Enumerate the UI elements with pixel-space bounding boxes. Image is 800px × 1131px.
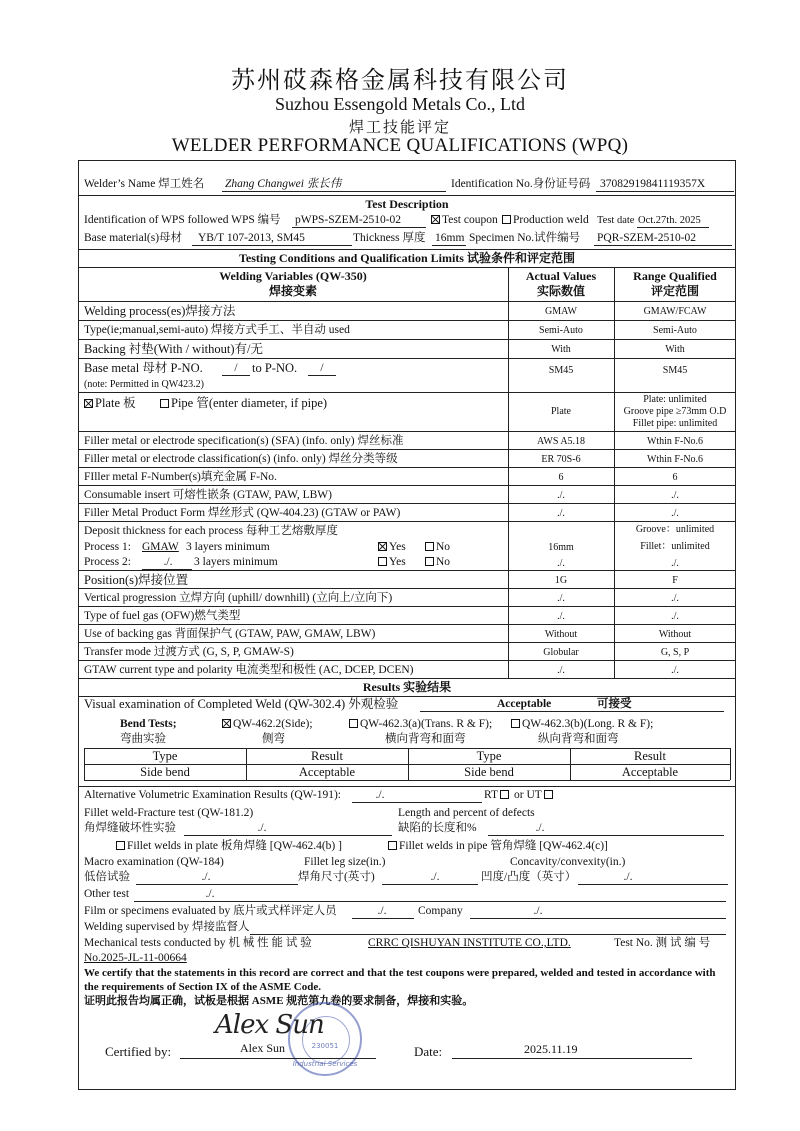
row-type-label: Type(ie;manual,semi-auto) 焊接方式手工、半自动 used (84, 324, 350, 336)
id-label: Identification No.身份证号码 (451, 178, 591, 190)
row-deposit-range: Groove：unlimited (635, 524, 715, 535)
row-backing-range: With (665, 344, 685, 355)
unchecked-box-icon (116, 841, 125, 850)
row-product-form-label: Filler Metal Product Form 焊丝形式 (QW-404.23) (GTAW or PAW) (84, 507, 401, 519)
defects-length-value: ./. (535, 822, 545, 834)
row-classification-label: Filler metal or electrode classification(s) (info. only) 焊丝分类等级 (84, 453, 398, 465)
results-heading: Results 实验结果 (362, 680, 452, 694)
row-plate-actual: Plate (551, 406, 571, 417)
certification-statement-cn: 证明此报告均属正确，试板是根据 ASME 规范第九卷的要求制备，焊接和实验。 (84, 995, 474, 1007)
welder-name-value: Zhang Changwei 张长伟 (225, 178, 342, 190)
mech-tests-value: CRRC QISHUYAN INSTITUTE CO.,LTD. (368, 937, 571, 949)
row-base-metal-note: (note: Permitted in QW423.2) (84, 379, 204, 390)
row-welding-process-range: GMAW/FCAW (643, 306, 707, 317)
bend-long-checkbox[interactable]: QW-462.3(b)(Long. R & F); (511, 718, 653, 731)
form-frame (78, 160, 736, 1090)
bend-tests-label-cn: 弯曲实验 (120, 733, 166, 745)
certified-by-label: Certified by: (105, 1044, 172, 1059)
id-value: 37082919841119357X (600, 178, 706, 190)
bend-row2-result: Acceptable (621, 765, 679, 779)
process-1-yes-checkbox[interactable]: Yes (378, 541, 406, 554)
bend-side-cn: 侧弯 (262, 733, 285, 745)
row-backing-label: Backing 衬垫(With / without)有/无 (84, 342, 263, 356)
row-product-form-range: ./. (671, 508, 679, 519)
test-date-label: Test date (597, 215, 635, 226)
row-vertical-actual: ./. (557, 593, 565, 604)
specimen-value: PQR-SZEM-2510-02 (597, 232, 697, 244)
row-transfer-label: Transfer mode 过渡方式 (G, S, P, GMAW-S) (84, 646, 294, 658)
supervised-label: Welding supervised by 焊接监督人 (84, 921, 250, 933)
row-position-range: F (672, 575, 678, 586)
wps-label: Identification of WPS followed WPS 编号 (84, 214, 281, 226)
unchecked-box-icon (544, 790, 553, 799)
thickness-value: 16mm (435, 232, 465, 244)
row-deposit-label: Deposit thickness for each process 每种工艺熔敷厚度 (84, 525, 338, 537)
row-base-metal-label: Base metal 母材 P-NO. (84, 361, 203, 375)
base-material-value: YB/T 107-2013, SM45 (198, 232, 305, 244)
base-material-label: Base material(s)母材 (84, 232, 183, 244)
macro-exam-en: Macro examination (QW-184) (84, 856, 224, 868)
row-insert-label: Consumable insert 可熔性嵌条 (GTAW, PAW, LBW) (84, 489, 332, 501)
concavity-en: Concavity/convexity(in.) (510, 856, 626, 868)
bend-side-checkbox[interactable]: QW-462.2(Side); (222, 718, 313, 731)
unchecked-box-icon (500, 790, 509, 799)
bend-trans-checkbox[interactable]: QW-462.3(a)(Trans. R & F); (349, 718, 492, 731)
row-backing-gas-label: Use of backing gas 背面保护气 (GTAW, PAW, GMAW, LBW) (84, 628, 376, 640)
bend-row1-result: Acceptable (298, 765, 356, 779)
leg-size-value: ./. (430, 871, 440, 883)
other-test-value: ./. (205, 888, 215, 900)
row-insert-actual: ./. (557, 490, 565, 501)
company-name-cn: 苏州砹森格金属科技有限公司 (231, 68, 569, 94)
bend-long-cn: 纵向背弯和面弯 (538, 733, 619, 745)
handwritten-signature: Alex Sun (215, 1010, 324, 1040)
row-base-metal-actual: SM45 (548, 365, 574, 376)
checked-box-icon (222, 719, 231, 728)
unchecked-box-icon (425, 542, 434, 551)
row-transfer-actual: Globular (543, 647, 579, 658)
unchecked-box-icon (511, 719, 520, 728)
row-deposit-range-2: Fillet：unlimited (640, 541, 710, 552)
row-backing-actual: With (551, 344, 571, 355)
defects-length-cn: 缺陷的长度和% (398, 822, 477, 834)
defects-length-en: Length and percent of defects (398, 807, 535, 819)
bend-table-header-result-2: Result (634, 749, 666, 763)
process-1-no-checkbox[interactable]: No (425, 541, 450, 554)
macro-exam-cn: 低倍试验 (84, 871, 130, 883)
fillet-fracture-cn: 角焊缝破坏性实验 (84, 822, 176, 834)
certified-by-value: Alex Sun (240, 1041, 285, 1055)
row-welding-process-actual: GMAW (545, 306, 577, 317)
unchecked-box-icon (349, 719, 358, 728)
row-f-number-actual: 6 (558, 472, 564, 483)
other-test-label: Other test (84, 888, 130, 900)
row-sfa-range: Wthin F-No.6 (646, 436, 704, 447)
row-deposit-range-3: ./. (671, 558, 679, 569)
col-actual-cn: 实际数值 (536, 284, 585, 298)
concavity-value: ./. (623, 871, 633, 883)
row-fuel-gas-actual: ./. (557, 611, 565, 622)
row-vertical-label: Vertical progression 立焊方向 (uphill/ downhill) (立向上/立向下) (84, 592, 393, 604)
fillet-plate-checkbox[interactable]: Fillet welds in plate 板角焊缝 [QW-462.4(b) ] (116, 840, 342, 853)
unchecked-box-icon (425, 557, 434, 566)
bend-table-header-type-2: Type (476, 749, 502, 763)
col-range-cn: 评定范围 (650, 284, 699, 298)
col-variables-cn: 焊接变素 (268, 284, 317, 298)
mech-tests-label: Mechanical tests conducted by 机 械 性 能 试 验 (84, 937, 312, 949)
fillet-pipe-checkbox[interactable]: Fillet welds in pipe 管角焊缝 [QW-462.4(c)] (388, 840, 608, 853)
date-value: 2025.11.19 (524, 1042, 578, 1056)
row-fuel-gas-range: ./. (671, 611, 679, 622)
row-plate-range: Plate: unlimited (643, 394, 707, 405)
row-f-number-label: FIller metal F-Number(s)填充金属 F-No. (84, 471, 277, 483)
row-fuel-gas-label: Type of fuel gas (OFW)燃气类型 (84, 610, 241, 622)
test-date-value: Oct.27th. 2025 (638, 215, 701, 226)
unchecked-box-icon (378, 557, 387, 566)
bend-trans-cn: 横向背弯和面弯 (385, 733, 466, 745)
leg-size-cn: 焊角尺寸(英寸) (298, 871, 375, 883)
row-deposit-actual-2: ./. (557, 558, 565, 569)
process-2-suffix: 3 layers minimum (194, 556, 278, 568)
company-value: ./. (533, 905, 543, 917)
row-classification-actual: ER 70S-6 (541, 454, 581, 465)
test-coupon-checkbox[interactable]: Test coupon (431, 214, 498, 227)
bend-tests-label: Bend Tests; (120, 718, 177, 730)
bend-table-header-type-1: Type (152, 749, 178, 763)
row-f-number-range: 6 (672, 472, 678, 483)
row-gtaw-actual: ./. (557, 665, 565, 676)
row-base-metal-pno2: / (320, 362, 324, 374)
row-sfa-actual: AWS A5.18 (536, 436, 586, 447)
visual-exam-value: Acceptable (497, 698, 552, 710)
volumetric-value: ./. (375, 789, 385, 801)
row-sfa-label: Filler metal or electrode specification(s) (SFA) (info. only) 焊丝标准 (84, 435, 404, 447)
row-base-metal-label-b: to P-NO. (252, 361, 298, 375)
process-2-no-checkbox[interactable]: No (425, 556, 450, 569)
bend-table-header-result-1: Result (311, 749, 343, 763)
unchecked-box-icon (502, 215, 511, 224)
row-gtaw-range: ./. (671, 665, 679, 676)
plate-checkbox[interactable]: Plate 板 (84, 397, 136, 410)
thickness-label: Thickness 厚度 (353, 232, 426, 244)
test-no-value: No.2025-JL-11-00664 (84, 952, 187, 964)
film-evaluated-label: Film or specimens evaluated by 底片或式样评定人员 (84, 905, 337, 917)
company-name-en: Suzhou Essengold Metals Co., Ltd (275, 94, 525, 114)
test-description-heading: Test Description (365, 197, 449, 211)
leg-size-en: Fillet leg size(in.) (304, 856, 386, 868)
row-base-metal-range: SM45 (662, 365, 688, 376)
row-type-range: Semi-Auto (653, 325, 697, 336)
volumetric-label: Alternative Volumetric Examination Results (QW-191): (84, 789, 341, 801)
row-gtaw-label: GTAW current type and polarity 电流类型和极性 (AC, DCEP, DCEN) (84, 664, 414, 676)
row-insert-range: ./. (671, 490, 679, 501)
certification-statement-en: We certify that the statements in this record are correct and that the test coupons were prepared, welded and tested in accordance with the requirements of Section IX of the ASME Code. (84, 967, 716, 993)
row-backing-gas-range: Without (658, 629, 692, 640)
production-weld-checkbox[interactable]: Production weld (502, 214, 589, 227)
row-backing-gas-actual: Without (544, 629, 578, 640)
checked-box-icon (431, 215, 440, 224)
row-plate-range-3: Fillet pipe: unlimited (632, 418, 718, 429)
visual-exam-cn: 可接受 (597, 698, 632, 710)
film-evaluated-value: ./. (377, 905, 387, 917)
wps-value: pWPS-SZEM-2510-02 (295, 214, 402, 226)
bend-row2-type: Side bend (464, 765, 514, 779)
process-2-yes-checkbox[interactable]: Yes (378, 556, 406, 569)
bend-row1-type: Side bend (140, 765, 190, 779)
row-base-metal-pno1: / (234, 362, 238, 374)
conditions-heading: Testing Conditions and Qualification Limits 试验条件和评定范围 (239, 251, 575, 265)
page-title: WELDER PERFORMANCE QUALIFICATIONS (WPQ) (171, 135, 629, 156)
col-actual-en: Actual Values (525, 269, 597, 283)
company-seal-stamp: 230051 Industrial Services (288, 1002, 362, 1076)
rt-checkbox[interactable]: RT (484, 789, 511, 802)
pipe-checkbox[interactable]: Pipe 管(enter diameter, if pipe) (160, 397, 327, 410)
unchecked-box-icon (388, 841, 397, 850)
unchecked-box-icon (160, 399, 169, 408)
col-range-en: Range Qualified (633, 269, 717, 283)
visual-exam-label: Visual examination of Completed Weld (QW-302.4) 外观检验 (84, 697, 399, 711)
col-variables-en: Welding Variables (QW-350) (219, 269, 367, 283)
subtitle-cn: 焊工技能评定 (348, 120, 451, 136)
company-label: Company (418, 905, 463, 917)
row-deposit-actual: 16mm (548, 542, 574, 553)
fillet-fracture-en: Fillet weld-Fracture test (QW-181.2) (84, 807, 254, 819)
row-type-actual: Semi-Auto (539, 325, 583, 336)
date-label: Date: (414, 1044, 443, 1059)
process-1-value: GMAW (142, 541, 179, 553)
ut-checkbox[interactable]: or UT (514, 789, 555, 802)
row-position-actual: 1G (554, 575, 568, 586)
checked-box-icon (84, 399, 93, 408)
fillet-fracture-value: ./. (257, 822, 267, 834)
process-2-value: ./. (163, 556, 173, 568)
process-1-label: Process 1: (84, 541, 131, 553)
test-no-label: Test No. 测 试 编 号 (614, 937, 711, 949)
process-2-label: Process 2: (84, 556, 131, 568)
welder-name-label: Welder’s Name 焊工姓名 (84, 178, 205, 190)
row-product-form-actual: ./. (557, 508, 565, 519)
specimen-label: Specimen No.试件编号 (469, 232, 581, 244)
row-vertical-range: ./. (671, 593, 679, 604)
process-1-suffix: 3 layers minimum (186, 541, 270, 553)
row-welding-process-label: Welding process(es)焊接方法 (84, 304, 236, 318)
checked-box-icon (378, 542, 387, 551)
macro-exam-value: ./. (201, 871, 211, 883)
concavity-cn: 凹度/凸度（英寸） (481, 871, 577, 883)
row-classification-range: Wthin F-No.6 (646, 454, 704, 465)
row-plate-range-2: Groove pipe ≥73mm O.D (623, 406, 727, 417)
row-position-label: Position(s)焊接位置 (84, 573, 189, 587)
row-transfer-range: G, S, P (660, 647, 690, 658)
